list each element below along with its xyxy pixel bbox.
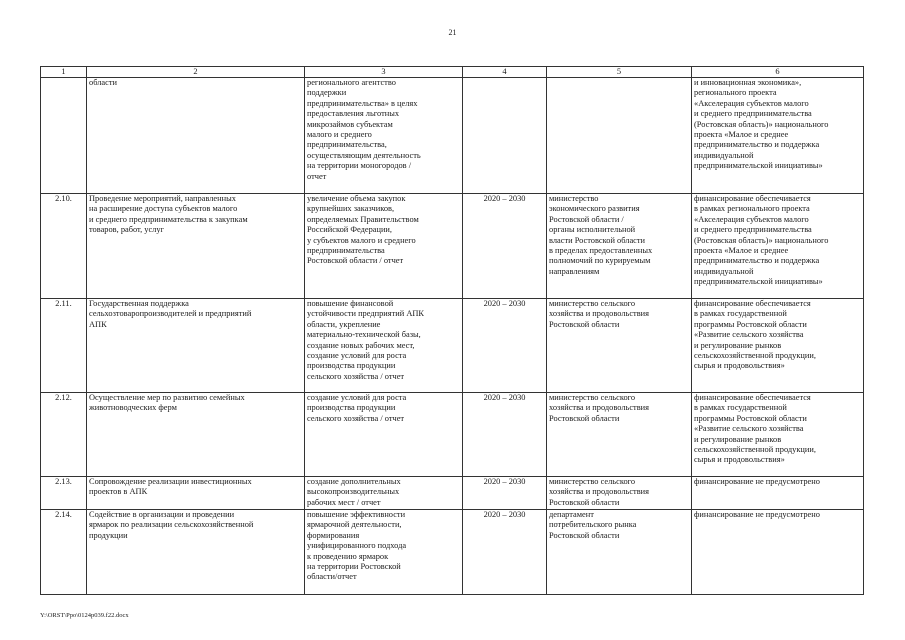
financing: финансирование обеспечивается в рамках государственной программы Ростовской области «Развитие сельского хозяйства и регулирование рынков сельскохозяйственной продукции, сырья и продовольствия» bbox=[692, 393, 864, 477]
measures-table bbox=[40, 66, 864, 595]
responsible: министерство сельского хозяйства и продовольствия Ростовской области bbox=[547, 477, 692, 510]
financing: финансирование обеспечивается в рамках регионального проекта «Акселерация субъектов малого и среднего предпринимательства (Ростовская область)» национального проекта «Малое и среднее предпринимательство и поддержка индивидуальной предпринимательской инициативы» bbox=[692, 194, 864, 299]
expected-result: регионального агентство поддержки предпринимательства» в целях предоставления льготных микрозаймов субъектам малого и среднего предпринимательства, осуществляющим деятельность на территории моногородов / отчет bbox=[305, 78, 463, 194]
row-number bbox=[41, 78, 87, 194]
measure-title: Осуществление мер по развитию семейных животноводческих ферм bbox=[87, 393, 305, 477]
header-cell: 5 bbox=[547, 67, 692, 78]
responsible: министерство сельского хозяйства и продовольствия Ростовской области bbox=[547, 393, 692, 477]
period: 2020 – 2030 bbox=[463, 393, 547, 477]
row-number: 2.13. bbox=[41, 477, 87, 510]
period: 2020 – 2030 bbox=[463, 194, 547, 299]
financing: финансирование обеспечивается в рамках государственной программы Ростовской области «Развитие сельского хозяйства и регулирование рынков сельскохозяйственной продукции, сырья и продовольствия» bbox=[692, 299, 864, 393]
expected-result: повышение эффективности ярмарочной деятельности, формирования унифицированного подхода к проведению ярмарок на территории Ростовской области/отчет bbox=[305, 510, 463, 595]
period: 2020 – 2030 bbox=[463, 510, 547, 595]
expected-result: создание дополнительных высокопроизводительных рабочих мест / отчет bbox=[305, 477, 463, 510]
financing: и инновационная экономика», регионального проекта «Акселерация субъектов малого и среднего предпринимательства (Ростовская область)» национального проекта «Малое и среднее предпринимательство и поддержка индивидуальной предпринимательской инициативы» bbox=[692, 78, 864, 194]
period: 2020 – 2030 bbox=[463, 299, 547, 393]
row-number: 2.14. bbox=[41, 510, 87, 595]
financing: финансирование не предусмотрено bbox=[692, 477, 864, 510]
table-row bbox=[41, 78, 864, 194]
financing: финансирование не предусмотрено bbox=[692, 510, 864, 595]
header-cell: 4 bbox=[463, 67, 547, 78]
file-path: Y:\ORST\Ppo\0124p039.f22.docx bbox=[40, 612, 129, 619]
table-row bbox=[41, 299, 864, 393]
period: 2020 – 2030 bbox=[463, 477, 547, 510]
expected-result: увеличение объема закупок крупнейших заказчиков, определяемых Правительством Российской Федерации, у субъектов малого и среднего предпринимательства Ростовской области / отчет bbox=[305, 194, 463, 299]
header-cell: 1 bbox=[41, 67, 87, 78]
measure-title: Государственная поддержка сельхозтоваропроизводителей и предприятий АПК bbox=[87, 299, 305, 393]
measure-title: области bbox=[87, 78, 305, 194]
table-row bbox=[41, 510, 864, 595]
responsible: департамент потребительского рынка Ростовской области bbox=[547, 510, 692, 595]
table-header-row bbox=[41, 67, 864, 78]
measure-title: Содействие в организации и проведении ярмарок по реализации сельскохозяйственной продукции bbox=[87, 510, 305, 595]
responsible bbox=[547, 78, 692, 194]
header-cell: 3 bbox=[305, 67, 463, 78]
table-row bbox=[41, 393, 864, 477]
row-number: 2.11. bbox=[41, 299, 87, 393]
responsible: министерство экономического развития Ростовской области / органы исполнительной власти Ростовской области в пределах предоставленных полномочий по курируемым направлениям bbox=[547, 194, 692, 299]
measure-title: Сопровождение реализации инвестиционных проектов в АПК bbox=[87, 477, 305, 510]
page-number: 21 bbox=[448, 28, 457, 37]
expected-result: создание условий для роста производства продукции сельского хозяйства / отчет bbox=[305, 393, 463, 477]
measure-title: Проведение мероприятий, направленных на расширение доступа субъектов малого и среднего предпринимательства к закупкам товаров, работ, услуг bbox=[87, 194, 305, 299]
table-row bbox=[41, 477, 864, 510]
period bbox=[463, 78, 547, 194]
row-number: 2.10. bbox=[41, 194, 87, 299]
responsible: министерство сельского хозяйства и продовольствия Ростовской области bbox=[547, 299, 692, 393]
table-row bbox=[41, 194, 864, 299]
expected-result: повышение финансовой устойчивости предприятий АПК области, укрепление материально-технической базы, создание новых рабочих мест, создание условий для роста производства продукции сельского хозяйства / отчет bbox=[305, 299, 463, 393]
header-cell: 6 bbox=[692, 67, 864, 78]
header-cell: 2 bbox=[87, 67, 305, 78]
row-number: 2.12. bbox=[41, 393, 87, 477]
